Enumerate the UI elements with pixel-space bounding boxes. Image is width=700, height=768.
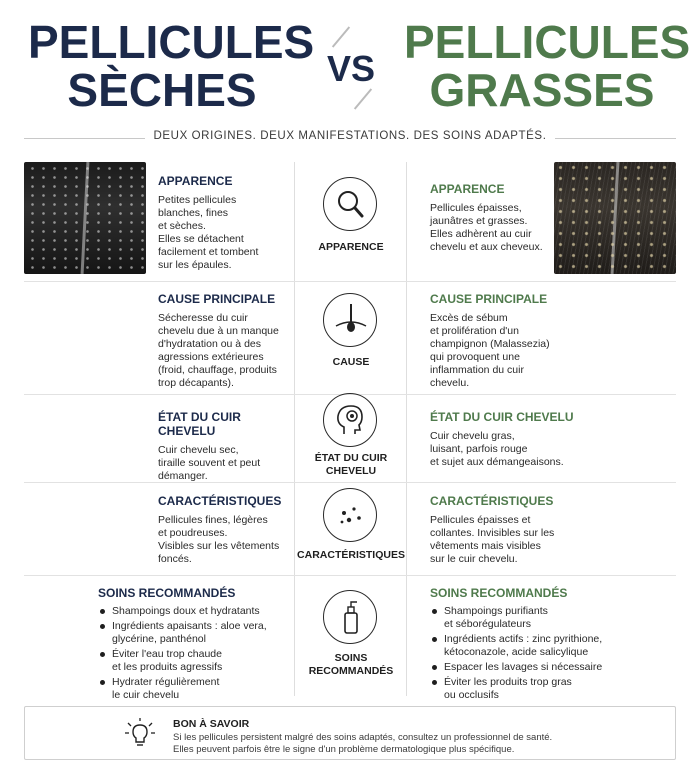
right-text: Cuir chevelu gras, luisant, parfois rouge et sujet aux démangeaisons. (430, 430, 564, 468)
list-item: Shampoings doux et hydratants (98, 605, 294, 618)
list-item: Espacer les lavages si nécessaire (430, 661, 666, 674)
center-label: CAUSE (332, 356, 370, 368)
left-text: Pellicules fines, légères et poudreuses. Visibles sur les vêtements foncés. (158, 514, 280, 565)
left-care-list (98, 605, 294, 702)
left-characteristics-cell (158, 494, 292, 566)
right-heading: ÉTAT DU CUIR CHEVELU (430, 410, 574, 424)
title-oily-dandruff: PELLICULES GRASSES (404, 16, 691, 116)
right-appearance-cell (430, 182, 550, 254)
right-care-list (430, 605, 666, 702)
left-cause-cell (158, 292, 292, 390)
right-cause-cell (430, 292, 580, 390)
list-item: Shampoings purifiants et séborégulateurs (430, 605, 666, 631)
left-text: Sécheresse du cuir chevelu due à un manque d'hydratation ou à des agressions extérieures (froid, chauffage, produits trop décapants). (158, 312, 279, 389)
shampoo-bottle-icon (323, 590, 377, 644)
left-heading: CARACTÉRISTIQUES (158, 494, 282, 508)
dry-scalp-photo (24, 162, 146, 274)
left-heading: APPARENCE (158, 174, 233, 188)
head-profile-icon (323, 393, 377, 447)
list-item: Éviter les produits trop gras ou occlusifs (430, 676, 666, 702)
title-dry-dandruff: PELLICULES SÈCHES (28, 16, 315, 116)
left-appearance-cell (158, 174, 290, 272)
good-to-know-box (24, 706, 676, 760)
right-text: Pellicules épaisses et collantes. Invisibles sur les vêtements mais visibles sur le cuir chevelu. (430, 514, 555, 565)
flakes-icon (323, 488, 377, 542)
left-text: Cuir chevelu sec, tiraille souvent et peut démanger. (158, 444, 261, 482)
footer-text: Si les pellicules persistent malgré des soins adaptés, consultez un professionnel de santé. Elles peuvent parfois être le signe d'un problème dermatologique plus spécifique. (173, 732, 553, 755)
oily-scalp-photo (554, 162, 676, 274)
row-divider (24, 482, 676, 483)
list-item: Hydrater régulièrement le cuir chevelu (98, 676, 294, 702)
right-heading: CARACTÉRISTIQUES (430, 494, 554, 508)
hair-follicle-icon (323, 293, 377, 347)
center-label: CARACTÉRISTIQUES (297, 549, 405, 561)
center-label: SOINS RECOMMANDÉS (308, 652, 394, 677)
right-heading: APPARENCE (430, 182, 505, 196)
subtitle-text: DEUX ORIGINES. DEUX MANIFESTATIONS. DES SOINS ADAPTÉS. (145, 130, 554, 142)
right-text: Excès de sébum et prolifération d'un champignon (Malassezia) qui provoquent une inflammation du cuir chevelu. (430, 312, 550, 389)
lightbulb-icon (123, 717, 157, 751)
left-heading: CAUSE PRINCIPALE (158, 292, 276, 306)
magnifier-icon (323, 177, 377, 231)
right-care-cell (430, 586, 666, 704)
vs-label: VS (326, 48, 376, 89)
row-divider (24, 575, 676, 576)
vs-divider-bottom (354, 88, 372, 109)
left-heading: ÉTAT DU CUIR CHEVELU (158, 410, 241, 438)
list-item: Ingrédients apaisants : aloe vera, glycérine, panthénol (98, 620, 294, 646)
header (0, 0, 700, 130)
left-heading: SOINS RECOMMANDÉS (98, 586, 236, 600)
row-divider (24, 281, 676, 282)
center-label: ÉTAT DU CUIR CHEVELU (314, 452, 388, 477)
left-text: Petites pellicules blanches, fines et sèches. Elles se détachent facilement et tombent sur les épaules. (158, 194, 259, 271)
subtitle-row (24, 130, 676, 146)
right-scalp-state-cell (430, 410, 580, 469)
list-item: Ingrédients actifs : zinc pyrithione, kétoconazole, acide salicylique (430, 633, 666, 659)
subtitle (24, 130, 676, 142)
footer-title: BON À SAVOIR (173, 718, 250, 730)
right-text: Pellicules épaisses, jaunâtres et grasses. Elles adhèrent au cuir chevelu et aux cheveux. (430, 202, 543, 253)
center-label: APPARENCE (318, 241, 384, 253)
right-characteristics-cell (430, 494, 580, 566)
list-item: Éviter l'eau trop chaude et les produits agressifs (98, 648, 294, 674)
right-heading: CAUSE PRINCIPALE (430, 292, 548, 306)
left-care-cell (98, 586, 294, 704)
left-scalp-state-cell (158, 410, 292, 483)
right-heading: SOINS RECOMMANDÉS (430, 586, 568, 600)
vs-divider-top (332, 26, 350, 47)
